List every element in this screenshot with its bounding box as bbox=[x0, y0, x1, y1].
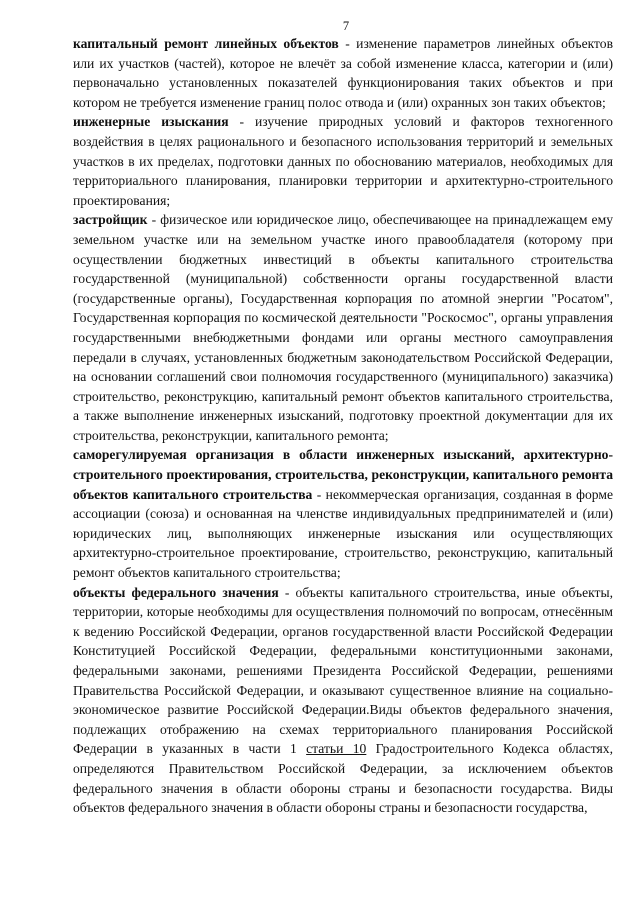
definition-text: - физическое или юридическое лицо, обеспечивающее на принадлежащем ему земельном участке или на земельном участке иного правообладателя (которому при осуществлении бюджетных инвестиций в объекты капитального строительства государственной (муниципальной) собственности органы государственной власти (государственные органы), Государственная корпорация по атомной энергии "Росатом", Государственная корпорация по космической деятельности "Роскосмос", органы управления государственными внебюджетными фондами или органы местного самоуправления передали в случаях, установленных бюджетным законодательством Российской Федерации, на основании соглашений свои полномочия государственного (муниципального) заказчика) строительство, реконструкцию, капитальный ремонт объектов капитального строительства, а также выполнение инженерных изысканий, подготовку проектной документации для их строительства, реконструкции, капитального ремонта; bbox=[73, 212, 613, 443]
definition-paragraph bbox=[73, 112, 613, 210]
definition-text: - изучение природных условий и факторов техногенного воздействия в целях рационального и безопасного использования территорий и земельных участков в их пределах, подготовки данных по обоснованию материалов, необходимых для территориального планирования, планировки территории и архитектурно-строительного проектирования; bbox=[73, 114, 613, 208]
definition-text: - изменение параметров линейных объектов или их участков (частей), которое не влечёт за собой изменение класса, категории и (или) первоначально установленных показателей функционирования таких объектов и при котором не требуется изменение границ полос отвода и (или) охранных зон таких объектов; bbox=[73, 36, 614, 110]
defined-term: инженерные изыскания bbox=[73, 114, 229, 130]
definition-text: - некоммерческая организация, созданная в форме ассоциации (союза) и основанная на членстве индивидуальных предпринимателей и (или) юридических лиц, выполняющих инженерные изыскания или осуществляющих архитектурно-строительное проектирование, строительство, реконструкцию, капитальный ремонт объектов капитального строительства; bbox=[73, 486, 614, 581]
defined-term: объекты федерального значения bbox=[73, 584, 279, 600]
definition-text: - объекты капитального строительства, иные объекты, территории, которые необходимы для осуществления полномочий по вопросам, отнесённым к ведению Российской Федерации, органов государственной власти Российской Федерации Конституцией Российской Федерации, федеральными конституционными законами, федеральными законами, решениями Президента Российской Федерации, решениями Правительства Российской Федерации, и оказывают существенное влияние на социально-экономическое развитие Российской Федерации.Виды объектов федерального значения, подлежащих отображению на схемах территориального планирования Российской Федерации в указанных в части 1 bbox=[73, 584, 614, 757]
definition-paragraph bbox=[73, 445, 613, 582]
defined-term: застройщик bbox=[73, 212, 148, 228]
definition-paragraph bbox=[73, 583, 613, 818]
defined-term: саморегулируемая организация в области инженерных изысканий, архитектурно-строительного проектирования, строительства, реконструкции, капитального ремонта объектов капитального строительства bbox=[73, 447, 613, 502]
article-link[interactable]: статьи 10 bbox=[306, 741, 367, 757]
definition-paragraph bbox=[73, 34, 613, 112]
definition-paragraph bbox=[73, 210, 613, 445]
defined-term: капитальный ремонт линейных объектов bbox=[73, 36, 339, 51]
definition-text-continued: Градостроительного Кодекса областях, определяются Правительством Российской Федерации, за исключением объектов федерального значения в области обороны страны и безопасности государства. Виды объектов федерального значения в области обороны страны и безопасности государства, bbox=[73, 741, 613, 816]
page-number: 7 bbox=[342, 19, 350, 33]
